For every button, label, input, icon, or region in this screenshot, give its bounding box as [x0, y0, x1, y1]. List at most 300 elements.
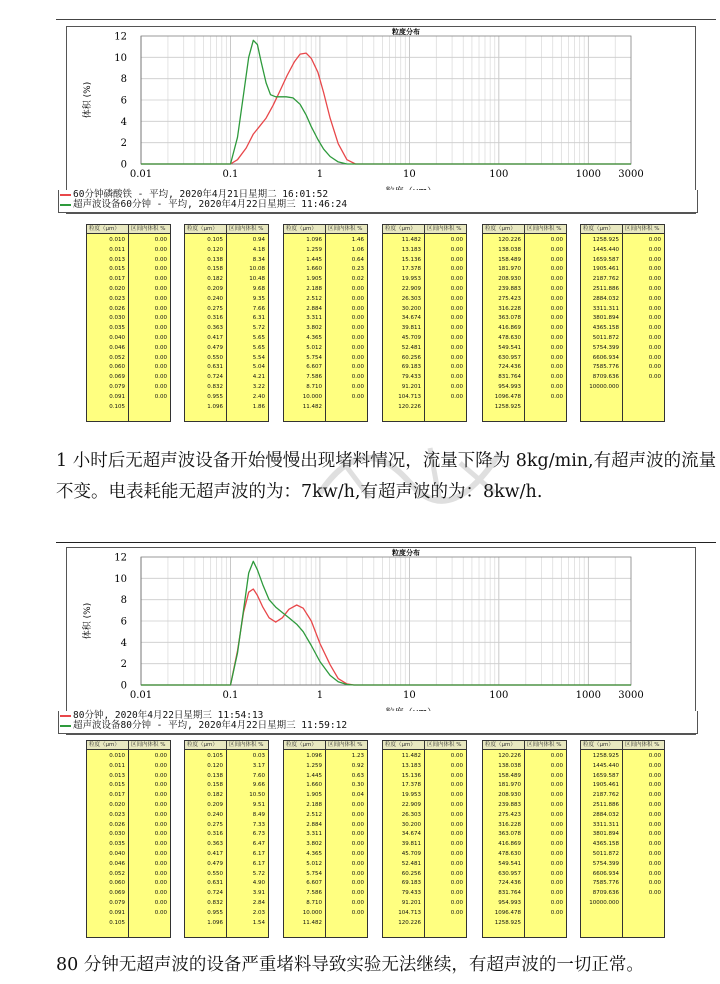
size-cell: 17.378	[401, 266, 421, 273]
size-cell: 0.955	[207, 393, 223, 400]
volume-cell: 9.66	[252, 782, 265, 789]
volume-cell: 0.00	[351, 880, 364, 887]
size-cell: 1.660	[306, 782, 322, 789]
header-size: 粒度（μm）	[185, 741, 227, 749]
volume-cell: 0.04	[351, 792, 364, 799]
y-axis-label: 体积 (%)	[83, 81, 93, 119]
size-cell: 0.363	[207, 325, 223, 332]
volume-cell: 0.00	[550, 325, 563, 332]
size-cell: 17.378	[401, 782, 421, 789]
volume-cell: 0.00	[154, 772, 167, 779]
header-size: 粒度（μm）	[581, 225, 623, 233]
y-tick-label: 0	[120, 680, 127, 692]
size-cell: 1.259	[306, 246, 322, 253]
size-column	[87, 750, 129, 937]
volume-cell: 0.00	[648, 246, 661, 253]
size-cell: 1905.461	[592, 266, 619, 273]
size-cell: 19.953	[401, 792, 421, 799]
header-volume: 区间内体积 %	[131, 226, 166, 232]
volume-cell: 0.00	[450, 831, 463, 838]
volume-cell: 0.00	[154, 315, 167, 322]
x-tick-label: 1	[316, 169, 324, 180]
page-top-rule	[56, 19, 716, 20]
size-cell: 549.541	[498, 344, 521, 351]
size-cell: 7585.776	[592, 880, 619, 887]
size-cell: 0.479	[207, 860, 223, 867]
volume-cell: 0.00	[351, 393, 364, 400]
volume-cell: 0.00	[550, 772, 563, 779]
header-size: 粒度（μm）	[483, 225, 525, 233]
watermark-stamp	[310, 438, 510, 508]
volume-cell: 5.72	[252, 870, 265, 877]
volume-cell: 0.00	[550, 831, 563, 838]
size-cell: 1659.587	[592, 256, 619, 263]
size-cell: 0.011	[109, 246, 125, 253]
x-tick-label: 1000	[575, 690, 602, 701]
volume-cell: 0.00	[154, 831, 167, 838]
size-cell: 0.035	[109, 841, 125, 848]
size-cell: 5754.399	[592, 860, 619, 867]
volume-cell: 0.00	[154, 256, 167, 263]
size-cell: 11.482	[401, 753, 421, 759]
size-cell: 2511.886	[592, 285, 619, 292]
volume-cell: 0.00	[450, 325, 463, 332]
volume-cell: 0.00	[550, 246, 563, 253]
size-cell: 0.955	[207, 909, 223, 916]
volume-column	[425, 750, 466, 937]
volume-cell: 7.33	[252, 821, 265, 828]
volume-cell: 0.23	[351, 266, 364, 273]
volume-cell: 0.00	[450, 295, 463, 302]
paragraph-flow-observation: 1 小时后无超声波设备开始慢慢出现堵料情况，流量下降为 8kg/min,有超声波的流量不变。电表耗能无超声波的为：7kw/h,有超声波的为：8kw/h.	[56, 451, 717, 502]
particle-size-chart-60min	[66, 26, 696, 214]
volume-cell: 1.06	[351, 246, 364, 253]
table-header	[581, 225, 664, 234]
volume-cell: 0.00	[550, 909, 563, 916]
size-cell: 0.010	[109, 237, 125, 243]
size-cell: 0.046	[109, 860, 125, 867]
size-cell: 1659.587	[592, 772, 619, 779]
volume-cell: 0.00	[351, 305, 364, 312]
size-cell: 5.754	[306, 354, 322, 361]
size-cell: 0.060	[109, 364, 125, 371]
table-header	[87, 741, 170, 750]
volume-cell: 0.00	[154, 860, 167, 867]
x-tick-label: 3000	[618, 690, 644, 701]
volume-cell: 0.00	[450, 850, 463, 857]
header-size: 粒度（μm）	[483, 741, 525, 749]
volume-cell: 0.64	[351, 256, 364, 263]
volume-cell	[623, 383, 661, 393]
volume-cell	[525, 919, 563, 929]
table-header	[383, 741, 466, 750]
size-cell: 1445.440	[592, 762, 619, 769]
header-size: 粒度（μm）	[581, 741, 623, 749]
y-tick-label: 4	[120, 637, 127, 649]
size-cell: 3801.894	[592, 315, 619, 322]
volume-cell: 1.86	[252, 403, 265, 410]
volume-cell: 0.00	[154, 276, 167, 283]
size-column	[383, 750, 425, 937]
size-cell: 239.883	[498, 285, 521, 292]
size-cell: 0.479	[207, 344, 223, 351]
size-cell: 8.710	[306, 383, 322, 390]
volume-cell: 0.00	[648, 305, 661, 312]
volume-cell: 0.00	[648, 821, 661, 828]
size-cell: 2.884	[306, 305, 322, 312]
volume-cell	[623, 909, 661, 919]
volume-cell: 10.48	[249, 276, 265, 283]
size-cell: 0.417	[207, 850, 223, 857]
volume-cell: 0.00	[351, 295, 364, 302]
volume-cell: 0.00	[450, 237, 463, 243]
header-volume: 区间内体积 %	[625, 742, 660, 748]
volume-cell: 0.00	[450, 811, 463, 818]
size-cell	[581, 403, 619, 413]
size-cell: 0.052	[109, 354, 125, 361]
volume-cell: 5.65	[252, 344, 265, 351]
legend-text: 80分钟, 2020年4月22日星期三 11:54:13	[73, 710, 264, 721]
header-volume: 区间内体积 %	[131, 742, 166, 748]
volume-cell: 4.21	[252, 374, 265, 381]
size-cell: 138.038	[498, 762, 521, 769]
size-cell: 6606.934	[592, 354, 619, 361]
paragraph-conclusion: 80 分钟无超声波的设备严重堵料导致实验无法继续，有超声波的一切正常。	[56, 955, 644, 975]
volume-cell: 0.00	[550, 860, 563, 867]
size-cell: 0.035	[109, 325, 125, 332]
volume-cell	[623, 919, 661, 929]
x-tick-label: 1	[316, 690, 324, 701]
volume-cell: 6.47	[252, 841, 265, 848]
size-cell: 0.079	[109, 899, 125, 906]
volume-cell: 0.00	[154, 821, 167, 828]
size-column	[581, 234, 623, 421]
size-cell: 0.091	[109, 909, 125, 916]
size-cell: 52.481	[401, 860, 421, 867]
chart-svg-60min	[66, 26, 696, 214]
size-cell: 416.869	[498, 325, 521, 332]
volume-cell: 0.00	[154, 841, 167, 848]
size-cell: 39.811	[401, 841, 421, 848]
volume-column	[227, 234, 268, 421]
volume-cell: 0.00	[450, 821, 463, 828]
size-cell: 5.012	[306, 344, 322, 351]
size-cell: 275.423	[498, 811, 521, 818]
size-cell: 7.586	[306, 374, 322, 381]
size-cell: 1.096	[207, 919, 223, 926]
volume-cell: 9.35	[252, 295, 265, 302]
size-cell: 0.316	[207, 315, 223, 322]
size-cell: 79.433	[401, 374, 421, 381]
volume-cell: 3.22	[252, 383, 265, 390]
volume-cell: 0.00	[648, 285, 661, 292]
volume-cell: 0.00	[450, 256, 463, 263]
volume-cell: 0.00	[154, 870, 167, 877]
size-cell: 11.482	[302, 403, 322, 410]
volume-cell: 0.00	[351, 909, 364, 916]
size-cell: 0.209	[207, 801, 223, 808]
size-cell: 0.158	[207, 782, 223, 789]
size-cell: 8709.636	[592, 374, 619, 381]
size-column	[483, 234, 525, 421]
x-tick-label: 10	[403, 169, 416, 180]
volume-cell: 0.30	[351, 782, 364, 789]
size-cell: 4365.158	[592, 841, 619, 848]
size-cell: 4.365	[306, 850, 322, 857]
volume-cell: 0.00	[154, 782, 167, 789]
volume-cell: 0.00	[154, 334, 167, 341]
volume-cell: 0.00	[154, 850, 167, 857]
volume-cell: 3.17	[252, 762, 265, 769]
chart-frame	[67, 27, 696, 214]
size-cell: 0.209	[207, 285, 223, 292]
size-cell: 0.832	[207, 899, 223, 906]
size-cell: 0.182	[207, 276, 223, 283]
size-cell: 0.013	[109, 256, 125, 263]
size-cell	[581, 393, 619, 403]
size-cell: 7585.776	[592, 364, 619, 371]
volume-cell: 0.00	[351, 334, 364, 341]
volume-cell: 0.00	[351, 870, 364, 877]
size-cell: 275.423	[498, 295, 521, 302]
size-cell: 0.275	[207, 821, 223, 828]
x-tick-label: 0.1	[222, 690, 239, 701]
size-cell: 60.256	[401, 870, 421, 877]
volume-cell: 0.00	[450, 909, 463, 916]
y-tick-label: 6	[120, 95, 127, 107]
data-table	[482, 740, 567, 938]
size-cell: 0.020	[109, 801, 125, 808]
size-column	[185, 234, 227, 421]
volume-cell: 0.00	[450, 880, 463, 887]
data-table	[283, 740, 368, 938]
table-header	[284, 741, 367, 750]
volume-cell: 0.00	[648, 295, 661, 302]
size-cell: 158.489	[498, 256, 521, 263]
volume-cell: 8.49	[252, 811, 265, 818]
size-cell: 316.228	[498, 305, 521, 312]
volume-cell: 0.00	[450, 246, 463, 253]
size-cell: 0.023	[109, 295, 125, 302]
size-cell: 0.832	[207, 383, 223, 390]
volume-cell: 0.00	[550, 374, 563, 381]
size-cell: 13.183	[401, 246, 421, 253]
size-cell: 2511.886	[592, 801, 619, 808]
volume-cell: 0.00	[648, 334, 661, 341]
section-rule	[56, 542, 716, 543]
volume-cell: 6.31	[252, 315, 265, 322]
volume-cell: 0.00	[550, 305, 563, 312]
size-cell: 120.226	[398, 919, 421, 926]
size-cell: 1.096	[207, 403, 223, 410]
y-tick-label: 4	[120, 116, 127, 128]
size-cell: 22.909	[401, 801, 421, 808]
volume-cell: 0.00	[154, 374, 167, 381]
size-cell: 3.311	[306, 831, 322, 838]
volume-cell: 0.00	[550, 753, 563, 759]
size-cell: 10000.000	[589, 383, 619, 390]
size-cell	[581, 909, 619, 919]
size-cell: 0.040	[109, 334, 125, 341]
volume-cell: 0.00	[648, 801, 661, 808]
volume-cell	[525, 403, 563, 413]
volume-cell	[326, 403, 364, 413]
data-table	[283, 224, 368, 422]
volume-cell: 8.34	[252, 256, 265, 263]
size-cell: 0.015	[109, 266, 125, 273]
size-cell: 120.226	[498, 237, 521, 243]
volume-column	[425, 234, 466, 421]
volume-cell: 0.00	[450, 374, 463, 381]
volume-cell: 1.23	[351, 753, 364, 759]
data-table	[86, 224, 171, 422]
volume-cell: 0.00	[450, 792, 463, 799]
volume-cell: 1.54	[252, 919, 265, 926]
volume-cell: 0.00	[351, 899, 364, 906]
volume-cell: 0.00	[550, 383, 563, 390]
size-cell: 0.105	[109, 403, 125, 410]
header-volume: 区间内体积 %	[328, 226, 363, 232]
volume-cell: 0.00	[154, 237, 167, 243]
size-cell: 2.188	[306, 801, 322, 808]
data-table	[184, 740, 269, 938]
header-volume: 区间内体积 %	[229, 742, 264, 748]
size-cell: 0.069	[109, 374, 125, 381]
volume-cell: 0.00	[648, 753, 661, 759]
size-column	[483, 750, 525, 937]
volume-cell: 0.00	[648, 325, 661, 332]
volume-cell: 0.00	[550, 334, 563, 341]
volume-cell: 0.00	[550, 870, 563, 877]
volume-cell: 0.00	[154, 890, 167, 897]
y-tick-label: 12	[114, 552, 127, 564]
size-cell: 5011.872	[592, 334, 619, 341]
volume-cell: 0.00	[351, 315, 364, 322]
size-cell: 79.433	[401, 890, 421, 897]
volume-cell: 0.00	[154, 364, 167, 371]
volume-cell: 0.00	[550, 285, 563, 292]
size-cell: 1.259	[306, 762, 322, 769]
volume-cell: 0.00	[154, 344, 167, 351]
volume-cell: 0.00	[450, 393, 463, 400]
volume-cell: 0.00	[550, 880, 563, 887]
size-cell: 69.183	[401, 364, 421, 371]
volume-cell: 5.65	[252, 334, 265, 341]
size-cell: 0.011	[109, 762, 125, 769]
size-cell: 0.363	[207, 841, 223, 848]
size-cell: 45.709	[401, 850, 421, 857]
volume-cell	[623, 393, 661, 403]
legend-swatch-red	[60, 194, 71, 196]
volume-cell: 0.00	[154, 762, 167, 769]
size-cell: 2884.032	[592, 811, 619, 818]
volume-cell: 0.00	[351, 364, 364, 371]
size-cell: 1.445	[306, 772, 322, 779]
x-tick-label: 0.01	[129, 690, 153, 701]
volume-cell: 0.00	[351, 890, 364, 897]
size-cell: 0.550	[207, 354, 223, 361]
volume-cell: 0.00	[154, 295, 167, 302]
volume-cell: 0.00	[351, 841, 364, 848]
size-cell: 2.188	[306, 285, 322, 292]
chart-title: 粒度分布	[392, 549, 420, 557]
size-cell: 416.869	[498, 841, 521, 848]
chart-frame	[67, 548, 696, 735]
size-distribution-tables-80min	[86, 740, 662, 936]
size-cell: 363.078	[498, 315, 521, 322]
chart-title: 粒度分布	[392, 28, 420, 36]
size-cell: 2187.762	[592, 276, 619, 283]
size-cell: 0.026	[109, 305, 125, 312]
volume-cell: 0.00	[450, 305, 463, 312]
legend-entry-green	[59, 200, 697, 210]
volume-cell: 0.00	[450, 870, 463, 877]
size-cell: 0.550	[207, 870, 223, 877]
volume-column	[129, 750, 170, 937]
volume-cell: 7.60	[252, 772, 265, 779]
size-cell: 1258.925	[494, 919, 521, 926]
y-tick-label: 2	[120, 659, 127, 671]
volume-cell: 2.03	[252, 909, 265, 916]
volume-cell: 0.00	[648, 762, 661, 769]
size-cell: 0.026	[109, 821, 125, 828]
size-cell: 10000.000	[589, 899, 619, 906]
volume-cell: 0.00	[450, 383, 463, 390]
volume-cell: 0.00	[450, 276, 463, 283]
size-distribution-tables-60min	[86, 224, 662, 420]
header-volume: 区间内体积 %	[229, 226, 264, 232]
legend-swatch-green	[60, 725, 71, 727]
size-column	[581, 750, 623, 937]
volume-cell: 0.00	[351, 354, 364, 361]
size-cell: 0.017	[109, 276, 125, 283]
size-cell: 1.445	[306, 256, 322, 263]
volume-cell: 0.00	[450, 782, 463, 789]
size-column	[284, 750, 326, 937]
size-cell: 138.038	[498, 246, 521, 253]
x-tick-label: 3000	[618, 169, 644, 180]
size-cell: 2884.032	[592, 295, 619, 302]
size-cell: 39.811	[401, 325, 421, 332]
y-tick-label: 0	[120, 159, 127, 171]
volume-cell: 0.00	[450, 860, 463, 867]
volume-cell: 0.00	[154, 325, 167, 332]
size-cell: 10.000	[302, 909, 322, 916]
volume-cell: 0.00	[450, 364, 463, 371]
volume-cell: 2.40	[252, 393, 265, 400]
header-size: 粒度（μm）	[383, 741, 425, 749]
data-table	[580, 740, 665, 938]
volume-cell: 0.00	[154, 899, 167, 906]
size-cell: 478.630	[498, 850, 521, 857]
volume-cell	[425, 919, 463, 929]
volume-cell: 0.94	[252, 237, 265, 243]
volume-cell: 0.00	[351, 325, 364, 332]
size-cell: 0.120	[207, 246, 223, 253]
volume-cell: 0.00	[550, 821, 563, 828]
size-cell: 0.020	[109, 285, 125, 292]
size-cell: 7.586	[306, 890, 322, 897]
y-tick-label: 2	[120, 138, 127, 150]
volume-column	[525, 750, 566, 937]
size-cell: 13.183	[401, 762, 421, 769]
volume-cell	[129, 403, 167, 413]
volume-column	[326, 234, 367, 421]
table-header	[185, 225, 268, 234]
size-cell: 1258.925	[592, 753, 619, 759]
size-cell: 3.802	[306, 325, 322, 332]
volume-cell: 0.00	[648, 256, 661, 263]
